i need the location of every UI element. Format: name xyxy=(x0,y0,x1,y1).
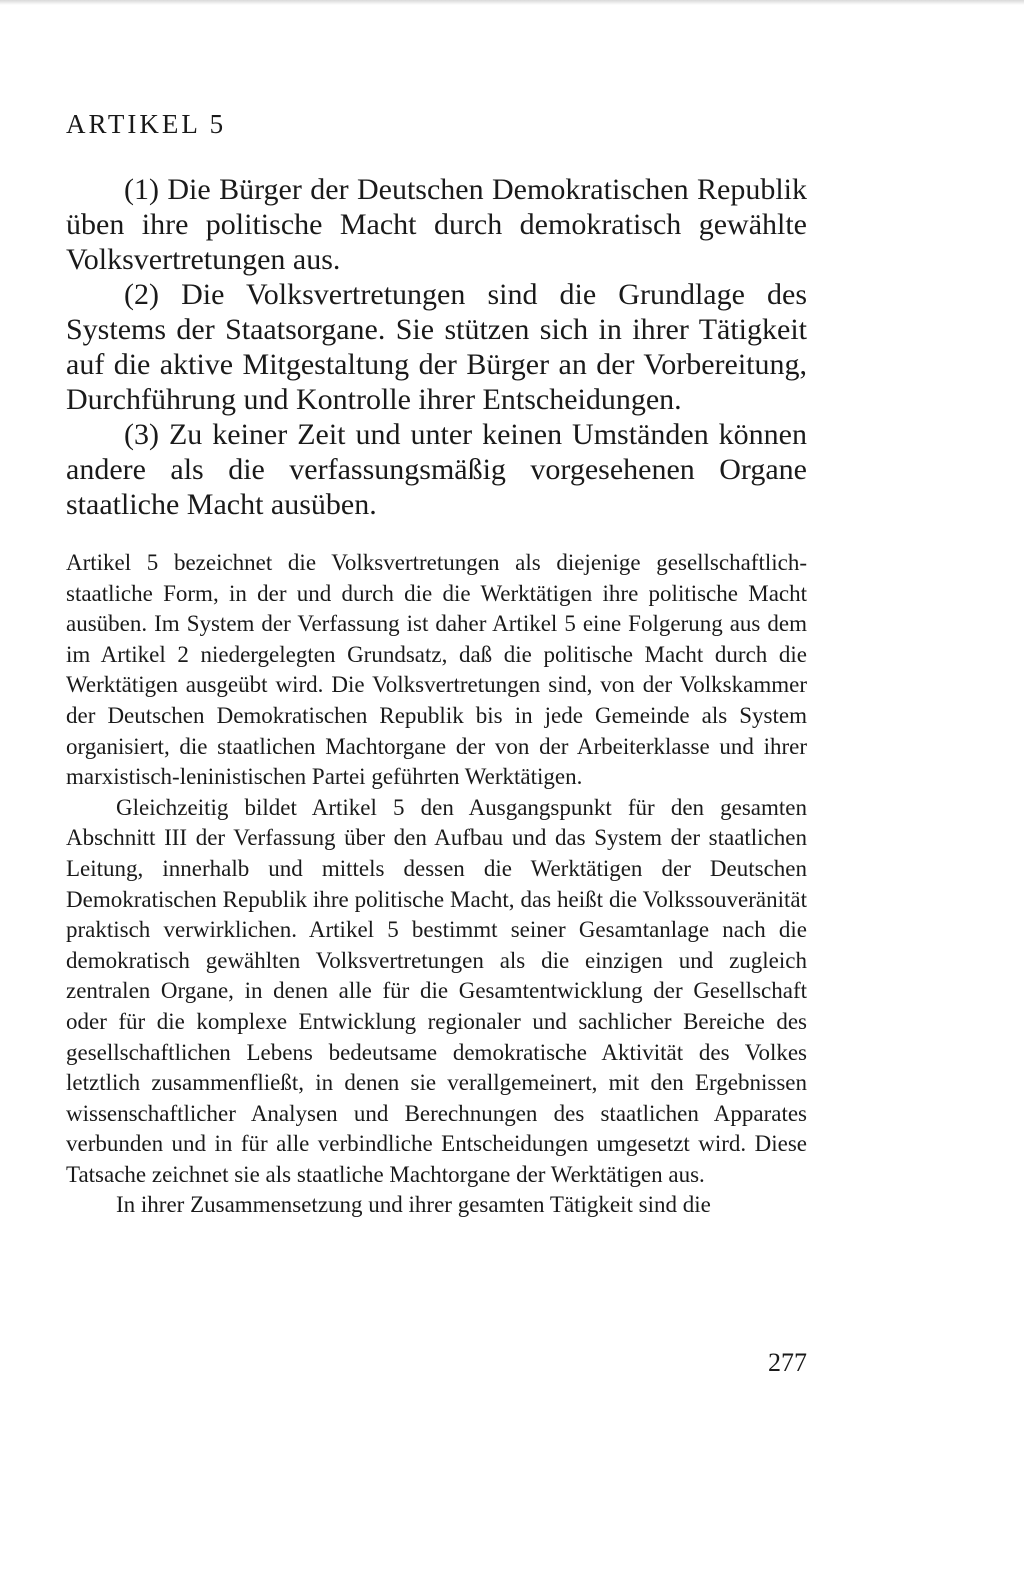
page-number: 277 xyxy=(768,1348,807,1377)
article-paragraph-2: (2) Die Volksvertretungen sind die Grundlage des Systems der Staatsorgane. Sie stützen sich in ihrer Tätigkeit auf die aktive Mitgestaltung der Bürger an der Vorbereitung, Durchführung und Kontrolle ihrer Entscheidungen. xyxy=(66,278,807,416)
document-page xyxy=(66,0,807,1581)
commentary-paragraph-3: In ihrer Zusammensetzung und ihrer gesamten Tätigkeit sind die xyxy=(116,1192,711,1218)
commentary-text xyxy=(66,548,807,1221)
commentary-paragraph-1: Artikel 5 bezeichnet die Volksvertretungen als diejenige gesellschaftlich-staatliche Form, in der und durch die die Werktätigen ihre politische Macht ausüben. Im System der Verfassung ist daher Artikel 5 eine Folgerung aus dem im Artikel 2 niedergelegten Grundsatz, daß die politische Macht durch die Werktätigen ausgeübt wird. Die Volksvertretungen sind, von der Volkskammer der Deutschen Demokratischen Republik bis in jede Gemeinde als System organisiert, die staatlichen Machtorgane der von der Arbeiterklasse und ihrer marxistisch-leninistischen Partei geführten Werktätigen. xyxy=(66,550,807,790)
commentary-paragraph-2: Gleichzeitig bildet Artikel 5 den Ausgangspunkt für den gesamten Abschnitt III der Verfassung über den Aufbau und das System der staatlichen Leitung, innerhalb und mittels dessen die Werktätigen der Deutschen Demokratischen Republik ihre politische Macht, das heißt die Volkssouveränität praktisch verwirklichen. Artikel 5 bestimmt seiner Gesamtanlage nach die demokratisch gewählten Volksvertretungen als die einzigen und zugleich zentralen Organe, in denen alle für die Gesamtentwicklung der Gesellschaft oder für die komplexe Entwicklung regionaler und sachlicher Bereiche des gesellschaftlichen Lebens bedeutsame demokratische Aktivität des Volkes letztlich zusammenfließt, in denen sie verallgemeinert, mit den Ergebnissen wissenschaftlicher Analysen und Berechnungen des staatlichen Apparates verbunden und in für alle verbindliche Entscheidungen umgesetzt wird. Diese Tatsache zeichnet sie als staatliche Machtorgane der Werktätigen aus. xyxy=(66,794,807,1187)
article-text xyxy=(66,172,807,522)
article-heading: ARTIKEL 5 xyxy=(66,109,227,139)
article-paragraph-1: (1) Die Bürger der Deutschen Demokratischen Republik üben ihre politische Macht durch demokratisch gewählte Volksvertretungen aus. xyxy=(66,173,807,276)
article-paragraph-3: (3) Zu keiner Zeit und unter keinen Umständen können andere als die verfassungsmäßig vorgesehenen Organe staatliche Macht ausüben. xyxy=(66,418,807,521)
